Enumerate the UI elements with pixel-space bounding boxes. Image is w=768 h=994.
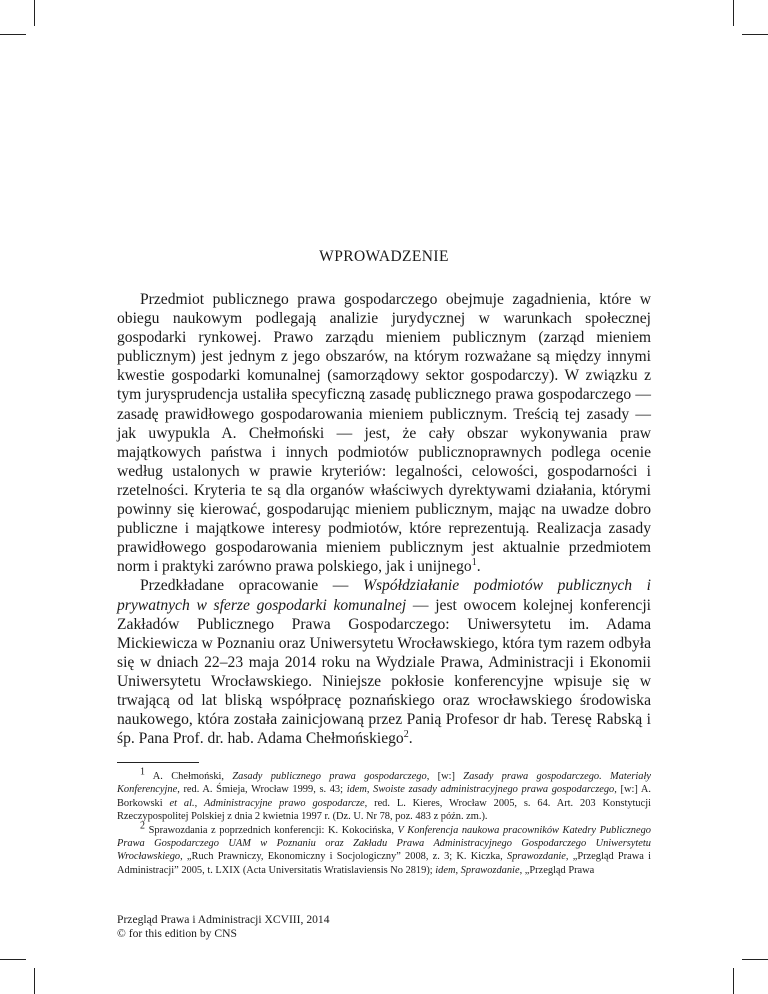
footnote-1-text-3: , red. A. Śmieja, Wrocław 1999, s. 43; <box>177 784 347 796</box>
footnote-1-italic-3: idem <box>346 784 367 796</box>
footnote-separator <box>117 762 199 763</box>
crop-mark-bottom-left-vertical <box>34 968 35 994</box>
footnote-2-italic-2: Sprawozdanie <box>507 851 566 863</box>
footnote-1 <box>117 766 652 824</box>
footnote-2-text-1: Sprawozdania z poprzednich konferencji: K. Kokocińska, <box>145 824 398 836</box>
crop-mark-top-right-vertical <box>733 0 734 26</box>
footnote-2-text-2: , „Ruch Prawniczy, Ekonomiczny i Socjologiczny” 2008, z. 3; K. Kiczka, <box>180 851 507 863</box>
paragraph-2-rest: — jest owocem kolejnej konferencji Zakładów Publicznego Prawa Gospodarczego: Uniwersytetu im. Adama Mickiewicza w Poznaniu oraz Uniwersytetu Wrocławskiego, która tym razem odbyła się w dniach 22–23 maja 2014 roku na Wydziale Prawa, Administracji i Ekonomii Uniwersytetu Wrocławskiego. Niniejsze pokłosie konferencyjne wpisuje się w trwającą od lat bliską współpracę poznańskiego oraz wrocławskiego środowiska naukowego, która została zainicjowaną przez Panią Profesor dr hab. Teresę Rabską i śp. Pana Prof. dr. hab. Adama Chełmońskiego <box>117 596 651 748</box>
copyright-notice: © for this edition by CNS <box>117 927 237 940</box>
paragraph-1-end: . <box>476 558 481 576</box>
footnote-1-text-1: A. Chełmoński, <box>145 771 233 782</box>
page-footer <box>117 913 330 941</box>
crop-mark-bottom-left-horizontal <box>0 959 26 960</box>
paragraph-2-start: Przedkładane opracowanie — <box>140 577 363 595</box>
footnote-2-text-3: , „Przegląd Prawa i Administracji” 2005, t. LXIX (Acta Universitatis Wratislaviensis No 2819); <box>117 851 651 876</box>
crop-mark-bottom-right-vertical <box>733 968 734 994</box>
page-title: WPROWADZENIE <box>319 248 449 265</box>
footnote-1-text-7: , red. L. Kieres, Wrocław 2005, s. 64. Art. 203 Konstytucji Rzeczypospolitej Polskiej z dnia 2 kwietnia 1997 r. (Dz. U. Nr 78, poz. 483 z późn. zm.). <box>117 797 651 823</box>
footnote-2 <box>117 820 651 878</box>
footnote-2-italic-1: V Konferencja naukowa pracowników Katedry Publicznego Prawa Gospodarczego UAM w Poznaniu oraz Zakładu Prawa Administracyjnego Gospodarczego Uniwersytetu Wrocławskiego <box>117 824 651 863</box>
paragraph-2-end: . <box>408 730 413 748</box>
footnote-ref-2[interactable]: 2 <box>403 728 409 740</box>
footnote-1-italic-2: Zasady prawa gospodarczego. Materiały Konferencyjne <box>117 771 651 796</box>
footnote-1-italic-1: Zasady publicznego prawa gospodarczego <box>232 771 427 782</box>
crop-mark-top-right-horizontal <box>742 34 768 35</box>
paragraph-1 <box>117 290 651 576</box>
crop-mark-top-left-vertical <box>34 0 35 26</box>
footnote-1-number: 1 <box>140 766 145 778</box>
footnote-1-text-6: , <box>194 797 205 809</box>
footnote-1-italic-6: Administracyjne prawo gospodarcze <box>204 797 365 809</box>
main-text <box>117 290 651 748</box>
footnote-1-italic-5: et al. <box>169 797 195 809</box>
paragraph-1-text: Przedmiot publicznego prawa gospodarczego obejmuje zagadnienia, które w obiegu naukowym podlegają analizie jurydycznej w warunkach społecznej gospodarki rynkowej. Prawo zarządu mieniem publicznym (zarząd mieniem publicznym) jest jednym z jego obszarów, na którym rozważane są między innymi kwestie gospodarki komunalnej (samorządowy sektor gospodarczy). W związku z tym jurysprudencja ustaliła specyficzną zasadę publicznego prawa gospodarczego — zasadę prawidłowego gospodarowania mieniem publicznym. Treścią tej zasady — jak uwypukla A. Chełmoński — jest, że cały obszar wykonywania praw majątkowych państwa i innych podmiotów publicznoprawnych podlega ocenie według ustalonych w prawie kryteriów: legalności, celowości, gospodarności i rzetelności. Kryteria te są dla organów właściwych dyrektywami działania, którymi powinny się kierować, gospodarując mieniem publicznym, mając na uwadze dobro publiczne i majątkowe interesy podmiotów, które reprezentują. Realizacja zasady prawidłowego gospodarowania mieniem publicznym jest aktualnie przedmiotem norm i praktyki zarówno prawa polskiego, jak i unijnego <box>117 291 651 576</box>
footnote-2-italic-4: Sprawozdanie <box>460 864 520 876</box>
publication-title: Współdziałanie podmiotów publicznych i prywatnych w sferze gospodarki komunalnej <box>117 577 651 614</box>
paragraph-2 <box>117 576 651 748</box>
journal-citation: Przegląd Prawa i Administracji XCVIII, 2014 <box>117 913 330 926</box>
crop-mark-bottom-right-horizontal <box>742 959 768 960</box>
footnotes <box>117 766 652 877</box>
footnote-2-italic-3: idem <box>435 864 456 876</box>
footnote-2-text-5: , „Przegląd Prawa <box>519 864 595 876</box>
footnote-1-text-2: , [w:] <box>426 771 464 782</box>
footnote-ref-1[interactable]: 1 <box>471 557 477 569</box>
crop-mark-top-left-horizontal <box>0 34 26 35</box>
footnote-1-text-5: , [w:] A. Borkowski <box>117 784 652 809</box>
footnote-1-italic-4: Swoiste zasady administracyjnego prawa gospodarczego <box>373 784 615 796</box>
footnote-1-text-4: , <box>366 784 374 796</box>
footnote-2-number: 2 <box>140 820 145 832</box>
footnote-2-text-4: , <box>455 864 461 876</box>
